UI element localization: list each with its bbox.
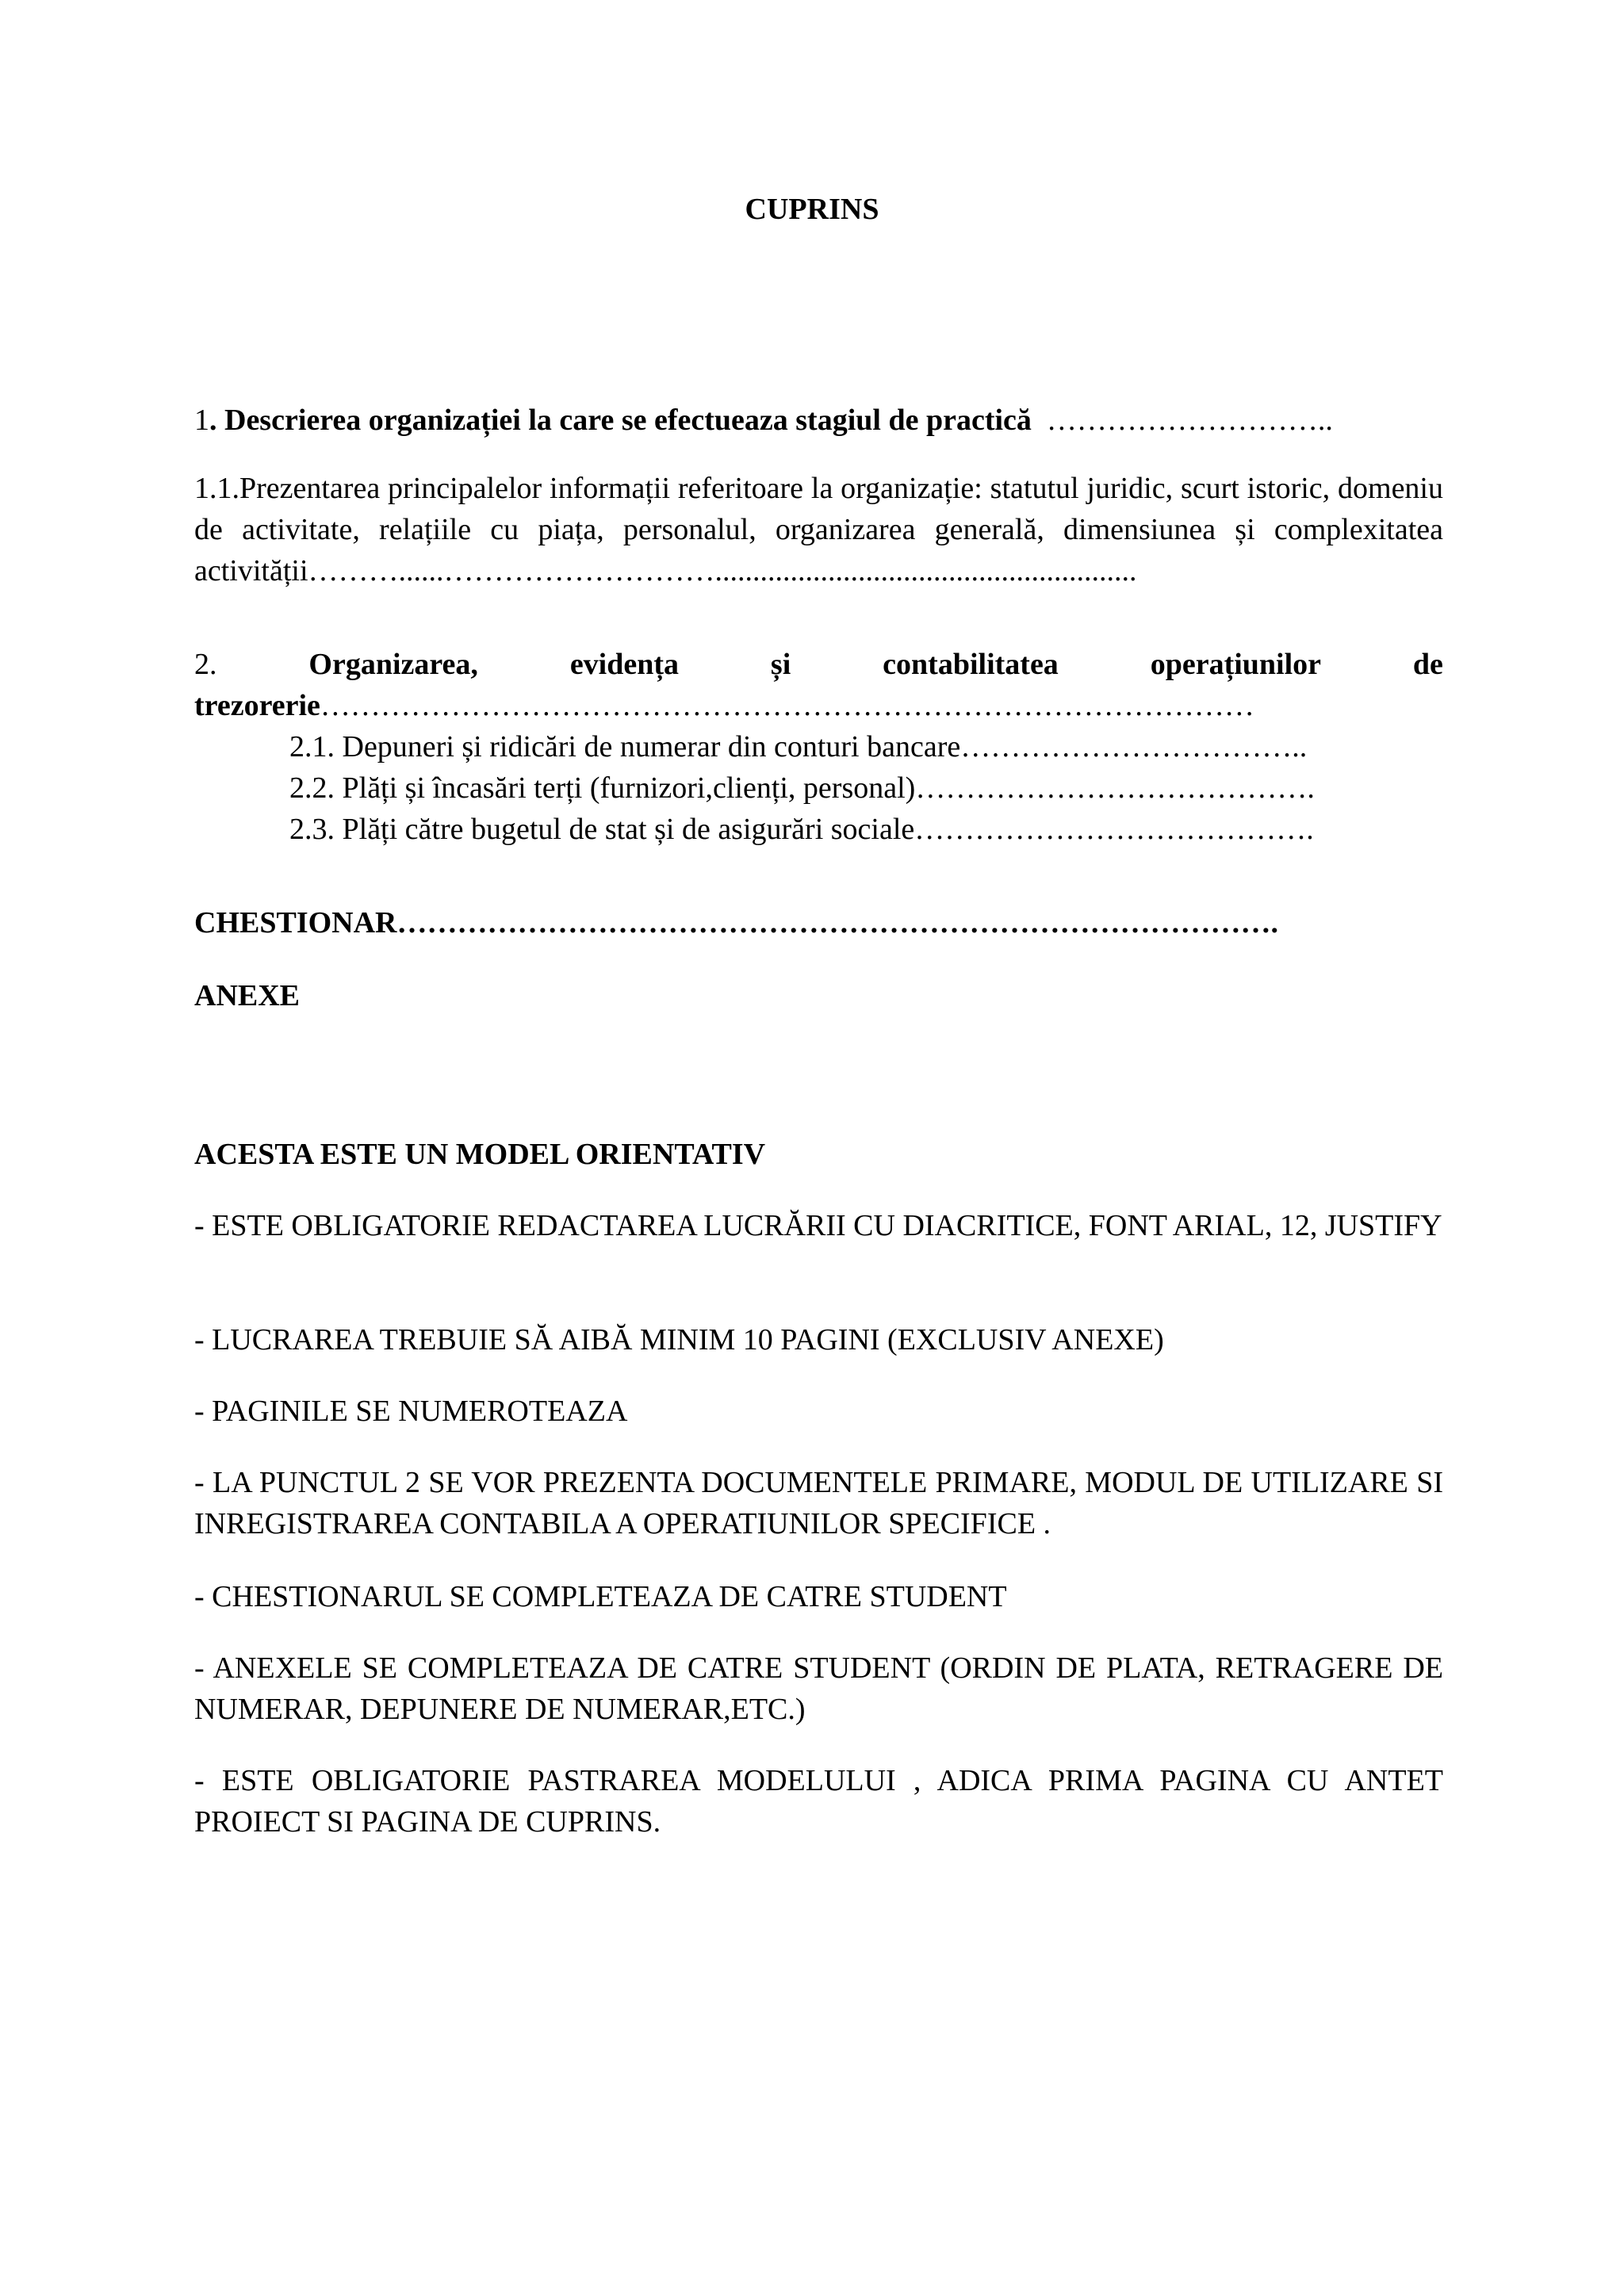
toc-chestionar: CHESTIONAR……………………………………………………………………………. [194,906,1278,939]
toc-anexe: ANEXE [194,979,301,1012]
toc-item-1-label: . Descrierea organizației la care se efectueaza stagiul de practică [209,404,1032,437]
toc-item-2-number: 2. [194,648,217,681]
toc-item-2-heading-cont [194,685,1443,726]
note-item: - PAGINILE SE NUMEROTEAZA [194,1395,628,1428]
note-item: - ESTE OBLIGATORIE PASTRAREA MODELULUI , ADICA PRIMA PAGINA CU ANTET PROIECT SI PAGINA DE CUPRINS. [194,1764,1443,1839]
note-item: - ANEXELE SE COMPLETEAZA DE CATRE STUDENT (ORDIN DE PLATA, RETRAGERE DE NUMERAR, DEPUNERE DE NUMERAR,ETC.) [194,1651,1443,1726]
toc-item-2-2: 2.2. Plăți și încasări terți (furnizori,clienți, personal)…………………………………. [289,771,1315,805]
note-item: - LA PUNCTUL 2 SE VOR PREZENTA DOCUMENTELE PRIMARE, MODUL DE UTILIZARE SI INREGISTRAREA CONTABILA A OPERATIUNILOR SPECIFICE . [194,1466,1443,1540]
notes-heading: ACESTA ESTE UN MODEL ORIENTATIV [194,1138,766,1171]
toc-item-2-1: 2.1. Depuneri și ridicări de numerar din conturi bancare…………………………….. [289,730,1308,763]
note-item: - LUCRAREA TREBUIE SĂ AIBĂ MINIM 10 PAGINI (EXCLUSIV ANEXE) [194,1323,1164,1357]
note-item: - ESTE OBLIGATORIE REDACTAREA LUCRĂRII CU DIACRITICE, FONT ARIAL, 12, JUSTIFY [194,1209,1442,1242]
toc-item-2-word: operațiunilor [1150,648,1322,681]
toc-item-2-word: contabilitatea [883,648,1059,681]
toc-item-1-number: 1 [194,404,209,437]
toc-item-2-leader: ………………………………………………………………………………… [320,689,1254,722]
toc-item-2-word: și [770,648,791,681]
note-item: - CHESTIONARUL SE COMPLETEAZA DE CATRE STUDENT [194,1580,1007,1613]
toc-item-2-3: 2.3. Plăți către bugetul de stat și de asigurări sociale…………………………………. [289,813,1314,846]
toc-item-2-word: Organizarea, [308,648,478,681]
toc-item-1-leader: ……………………….. [1046,404,1333,437]
toc-item-2-word: evidența [569,648,680,681]
toc-item-1-1: 1.1.Prezentarea principalelor informații referitoare la organizație: statutul juridic, scurt istoric, domeniu de activitate, relațiile cu piața, personalul, organizarea generală, dimensiunea și complexitatea activității………......………………………........................................................ [194,472,1443,587]
toc-item-2-heading [194,644,1443,685]
page-title: CUPRINS [745,193,879,226]
toc-item-1 [194,400,1443,441]
toc-item-2-word: de [1412,648,1443,681]
toc-item-2-heading-word: trezorerie [194,689,320,722]
